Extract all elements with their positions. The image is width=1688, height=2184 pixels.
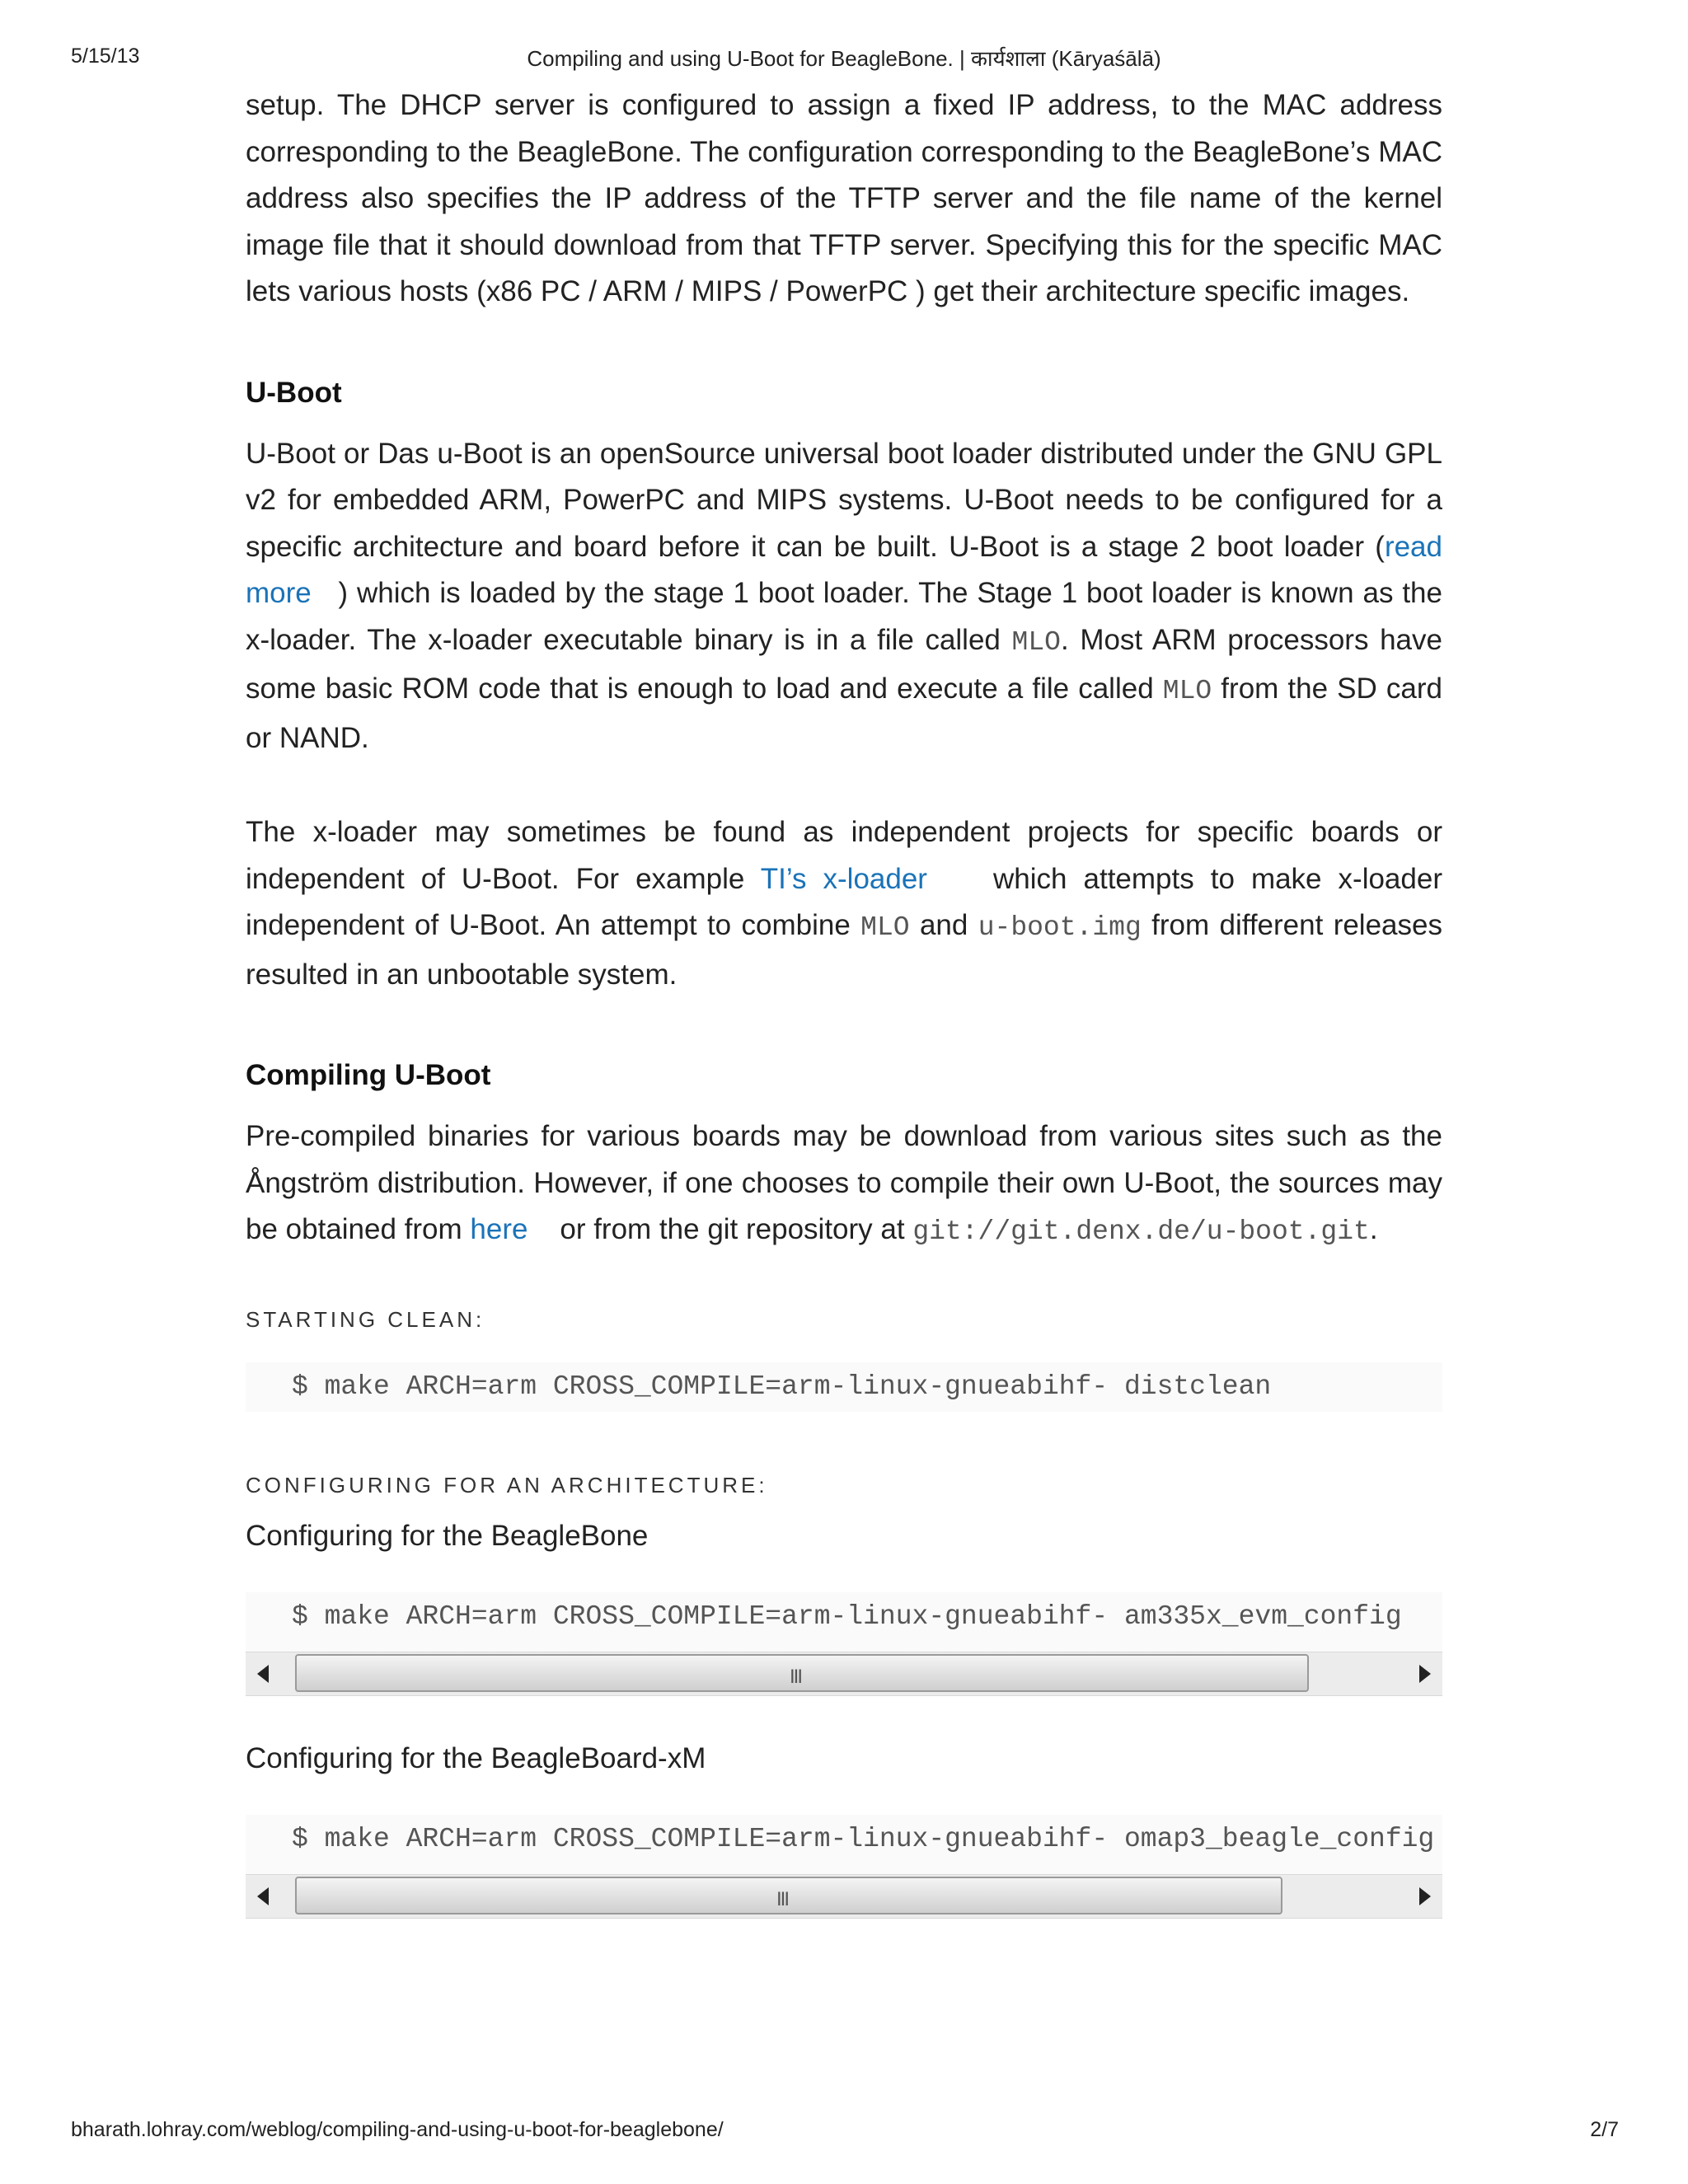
text-span: which attempts to make x-loader independent of U-Boot. An attempt to combine — [246, 862, 1451, 941]
code-block-distclean — [246, 1362, 1442, 1412]
inline-code-uboot-img: u-boot.img — [978, 912, 1142, 943]
distclean-command: $ make ARCH=arm CROSS_COMPILE=arm-linux-gnueabihf- distclean — [292, 1371, 1272, 1402]
code-block-beaglebone — [246, 1592, 1442, 1696]
horizontal-scrollbar[interactable] — [246, 1874, 1442, 1919]
inline-code-mlo: MLO — [1162, 676, 1212, 706]
grip-icon: III — [790, 1665, 802, 1688]
scrollbar-thumb[interactable] — [295, 1877, 1282, 1915]
text-span: and — [909, 909, 978, 941]
scroll-right-arrow-icon[interactable] — [1419, 1887, 1431, 1905]
beaglebone-config-command: $ make ARCH=arm CROSS_COMPILE=arm-linux-gnueabihf- am335x_evm_config — [292, 1601, 1402, 1632]
text-span: Pre-compiled binaries for various boards may be download from various sites such as the Ångström distribution. However, if one chooses to compile their own U-Boot, the sources may be obtained from — [246, 1120, 1442, 1245]
inline-code-git-url: git://git.denx.de/u-boot.git — [912, 1216, 1370, 1247]
text-span: ) which is loaded by the stage 1 boot loader. The Stage 1 boot loader is known as the x-loader. The x-loader executable binary is in a file called — [246, 577, 1451, 656]
horizontal-scrollbar[interactable] — [246, 1652, 1442, 1696]
grip-icon: III — [776, 1887, 789, 1910]
uboot-paragraph-2 — [246, 809, 1451, 998]
here-link[interactable]: here — [470, 1213, 528, 1245]
print-date: 5/15/13 — [71, 45, 140, 68]
beagleboard-config-label: Configuring for the BeagleBoard-xM — [246, 1741, 706, 1774]
print-page-title: Compiling and using U-Boot for BeagleBone. | कार्यशाला (Kāryaśālā) — [527, 46, 1161, 71]
starting-clean-label: STARTING CLEAN: — [246, 1306, 485, 1332]
compiling-heading: Compiling U-Boot — [246, 1059, 491, 1091]
scroll-left-arrow-icon[interactable] — [257, 1887, 269, 1905]
scroll-left-arrow-icon[interactable] — [257, 1665, 269, 1683]
read-more-link[interactable]: read more — [246, 530, 1442, 609]
article-content — [246, 82, 1451, 1919]
intro-paragraph: setup. The DHCP server is configured to assign a fixed IP address, to the MAC address corresponding to the BeagleBone. The configuration corresponding to the BeagleBone’s MAC address also specifies the IP address of the TFTP server and the file name of the kernel image file that it should download from that TFTP server. Specifying this for the specific MAC lets various hosts (x86 PC / ARM / MIPS / PowerPC ) get their architecture specific images. — [246, 89, 1442, 307]
text-span: . — [1369, 1213, 1378, 1245]
inline-code-mlo: MLO — [1011, 626, 1061, 658]
text-span: The x-loader may sometimes be found as independent projects for specific boards or independent of U-Boot. For example — [246, 816, 1442, 895]
text-span: from different releases resulted in an unbootable system. — [246, 909, 1442, 991]
scrollbar-thumb[interactable] — [295, 1654, 1309, 1692]
beagleboard-config-command: $ make ARCH=arm CROSS_COMPILE=arm-linux-gnueabihf- omap3_beagle_config — [292, 1823, 1435, 1854]
uboot-heading: U-Boot — [246, 376, 342, 409]
text-span: U-Boot or Das u-Boot is an openSource universal boot loader distributed under the GNU GPL v2 for embedded ARM, PowerPC and MIPS systems. U-Boot needs to be configured for a specific architecture and board before it can be built. U-Boot is a stage 2 boot loader ( — [246, 437, 1442, 563]
print-url: bharath.lohray.com/weblog/compiling-and-using-u-boot-for-beaglebone/ — [71, 2118, 724, 2141]
code-block-beagleboard — [246, 1815, 1442, 1919]
ti-x-loader-link[interactable]: TI’s x-loader — [760, 862, 927, 895]
configuring-label: CONFIGURING FOR AN ARCHITECTURE: — [246, 1472, 768, 1497]
scroll-right-arrow-icon[interactable] — [1419, 1665, 1431, 1683]
beaglebone-config-label: Configuring for the BeagleBone — [246, 1519, 649, 1552]
text-span: . Most ARM processors have some basic ROM code that is enough to load and execute a file called — [246, 623, 1442, 705]
inline-code-mlo: MLO — [860, 912, 910, 943]
uboot-paragraph-1 — [246, 431, 1451, 762]
compiling-paragraph — [246, 1113, 1442, 1256]
print-page-number: 2/7 — [1590, 2118, 1619, 2141]
text-span: or from the git repository at — [528, 1213, 913, 1245]
text-span: from the SD card or NAND. — [246, 673, 1442, 754]
